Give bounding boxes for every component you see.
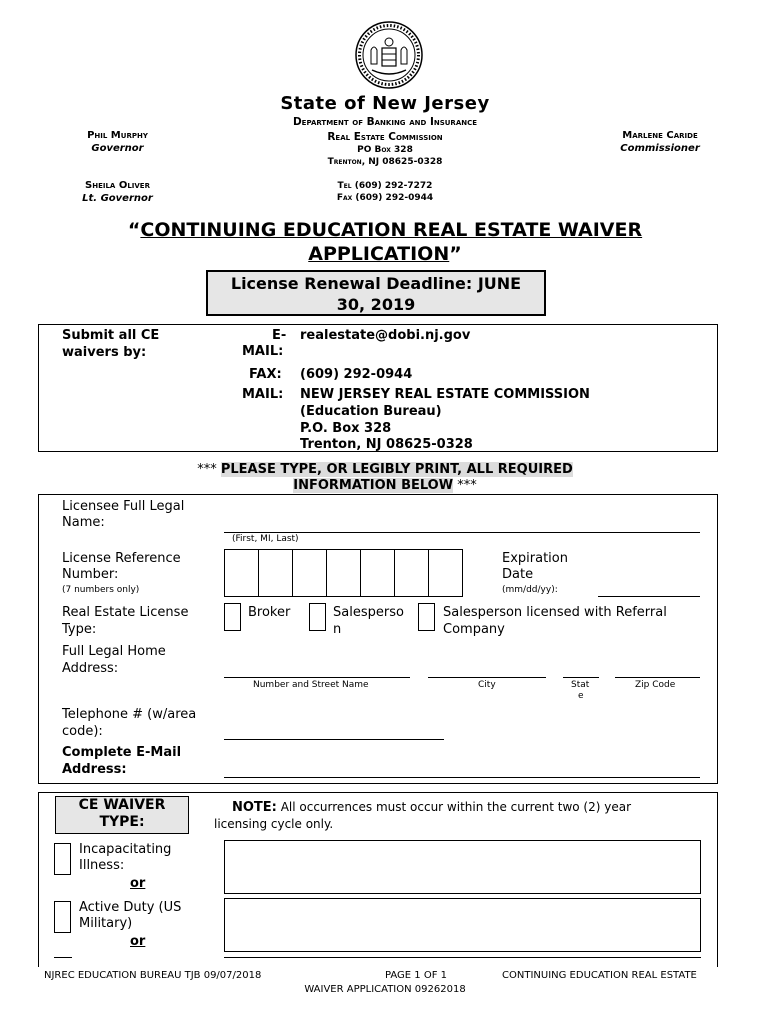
expiration-date-input[interactable] [598, 596, 700, 597]
footer-right: CONTINUING EDUCATION REAL ESTATE [502, 970, 697, 981]
type-label-2: Type: [62, 622, 97, 637]
phone-label-1: Telephone # (w/area [62, 707, 197, 722]
mail-line-3: P.O. Box 328 [300, 421, 392, 436]
next-box-edge [224, 957, 701, 958]
exp-label-2: Date [502, 567, 534, 582]
fax-number: Fax (609) 292-0944 [336, 193, 434, 203]
email-field-label-2: Address: [62, 762, 127, 777]
military-checkbox[interactable] [54, 901, 71, 933]
renewal-deadline-box [206, 270, 546, 316]
exp-hint: (mm/dd/yy): [502, 585, 558, 595]
or-label-1: or [130, 876, 146, 891]
illness-label-2: Illness: [79, 858, 125, 873]
governor-name: Phil Murphy [87, 130, 148, 141]
phone-label-2: code): [62, 724, 103, 739]
po-box: PO Box 328 [357, 145, 413, 155]
salesperson-label-2: n [333, 622, 342, 637]
ref-label-2: Number: [62, 567, 119, 582]
ref-digit-5[interactable] [360, 549, 395, 597]
footer-left: NJREC EDUCATION BUREAU TJB 09/07/2018 [44, 970, 262, 981]
telephone: Tel (609) 292-7272 [337, 181, 433, 191]
salesperson-checkbox[interactable] [309, 603, 326, 631]
exp-label-1: Expiration [502, 551, 568, 566]
mail-line-2: (Education Bureau) [300, 404, 442, 419]
ref-digit-7[interactable] [428, 549, 463, 597]
ref-digit-2[interactable] [258, 549, 293, 597]
notice-prefix: *** [197, 462, 221, 477]
ref-digit-3[interactable] [292, 549, 327, 597]
commission-name: Real Estate Commission [327, 131, 443, 143]
note-label: NOTE: [232, 800, 277, 815]
phone-input[interactable] [224, 739, 444, 740]
waiver-note [232, 799, 631, 816]
ref-digit-4[interactable] [326, 549, 361, 597]
fax-label: FAX: [249, 367, 282, 382]
full-name-hint: (First, MI, Last) [232, 534, 299, 544]
full-name-label-2: Name: [62, 515, 105, 530]
salesperson-label-1: Salesperso [333, 605, 404, 620]
state-input[interactable] [563, 677, 599, 678]
or-label-2: or [130, 934, 146, 949]
street-input[interactable] [224, 677, 410, 678]
notice-line-2: INFORMATION BELOW [293, 478, 454, 493]
notice-line-1: PLEASE TYPE, OR LEGIBLY PRINT, ALL REQUIRED [220, 462, 573, 477]
next-checkbox-edge [54, 957, 72, 958]
licensee-info-box [38, 494, 718, 784]
address-label-2: Address: [62, 661, 119, 676]
ref-label-1: License Reference [62, 551, 181, 566]
broker-label: Broker [248, 605, 291, 620]
print-notice [0, 462, 770, 494]
broker-checkbox[interactable] [224, 603, 241, 631]
submit-label-2: waivers by: [62, 345, 147, 360]
deadline-line-1: License Renewal Deadline: JUNE [230, 274, 522, 293]
waiver-type-line-1: CE WAIVER [78, 797, 166, 813]
email-input[interactable] [224, 777, 700, 778]
illness-label-1: Incapacitating [79, 842, 172, 857]
governor-title: Governor [91, 143, 144, 154]
street-hint: Number and Street Name [253, 680, 369, 690]
email-label-1: E- [272, 328, 287, 343]
zip-input[interactable] [615, 677, 700, 678]
ref-digit-1[interactable] [224, 549, 259, 597]
state-title: State of New Jersey [280, 93, 490, 114]
state-hint-1: Stat [571, 680, 590, 690]
footer-page: PAGE 1 OF 1 [385, 970, 448, 981]
lt-governor-name: Sheila Oliver [85, 180, 150, 191]
full-name-input[interactable] [224, 532, 700, 533]
city-hint: City [478, 680, 496, 690]
title-open-quote: “ [127, 219, 141, 241]
title-line-1: CONTINUING EDUCATION REAL ESTATE WAIVER [140, 219, 643, 241]
illness-details-input[interactable] [224, 840, 701, 894]
submit-label-1: Submit all CE [62, 328, 160, 343]
department-name: Department of Banking and Insurance [292, 116, 478, 128]
mail-line-1: NEW JERSEY REAL ESTATE COMMISSION [300, 387, 590, 402]
referral-checkbox[interactable] [418, 603, 435, 631]
state-hint-2: e [578, 691, 584, 701]
waiver-note-2: licensing cycle only. [214, 817, 334, 831]
commissioner-name: Marlene Caride [622, 130, 698, 141]
mail-line-4: Trenton, NJ 08625-0328 [300, 437, 473, 452]
lt-governor-title: Lt. Governor [82, 193, 153, 204]
title-line-2: APPLICATION [308, 243, 450, 265]
referral-label-2: Company [443, 622, 505, 637]
military-details-input[interactable] [224, 898, 701, 952]
military-label-1: Active Duty (US [79, 900, 182, 915]
submit-email-link[interactable]: realestate@dobi.nj.gov [300, 328, 471, 343]
illness-checkbox[interactable] [54, 843, 71, 875]
ref-hint: (7 numbers only) [62, 585, 140, 595]
title-close-quote: ” [449, 243, 462, 265]
referral-label-1: Salesperson licensed with Referral [443, 605, 667, 620]
note-text: All occurrences must occur within the current two (2) year [276, 800, 632, 814]
page-title [80, 218, 690, 266]
notice-suffix: *** [453, 478, 477, 493]
submit-fax: (609) 292-0944 [300, 367, 413, 382]
state-seal-icon [354, 20, 424, 90]
full-name-label-1: Licensee Full Legal [62, 499, 185, 514]
commissioner-title: Commissioner [620, 143, 700, 154]
city-input[interactable] [428, 677, 546, 678]
email-label-2: MAIL: [242, 344, 284, 359]
type-label-1: Real Estate License [62, 605, 189, 620]
mail-label: MAIL: [242, 387, 284, 402]
email-field-label-1: Complete E-Mail [62, 745, 182, 760]
waiver-type-line-2: TYPE: [99, 814, 145, 830]
address-label-1: Full Legal Home [62, 644, 166, 659]
military-label-2: Military) [79, 916, 133, 931]
city-address: Trenton, NJ 08625-0328 [327, 157, 443, 167]
deadline-line-2: 30, 2019 [336, 295, 416, 314]
ref-digit-6[interactable] [394, 549, 429, 597]
waiver-type-heading [55, 796, 189, 834]
zip-hint: Zip Code [635, 680, 676, 690]
footer-line-2: WAIVER APPLICATION 09262018 [304, 984, 466, 995]
